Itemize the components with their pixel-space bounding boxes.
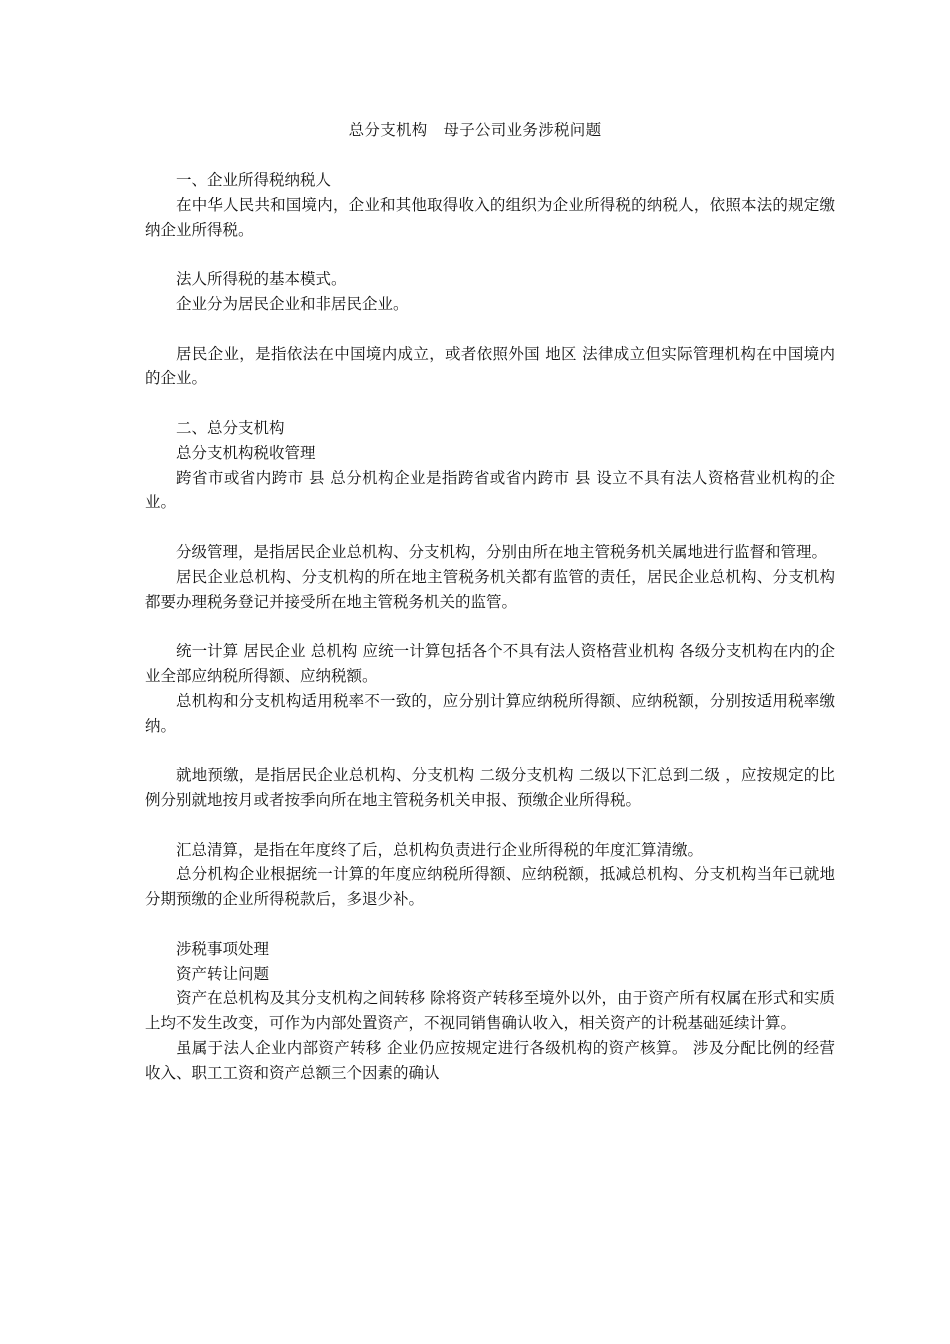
paragraph: 总分机构企业根据统一计算的年度应纳税所得额、应纳税额，抵减总机构、分支机构当年已就地分期预缴的企业所得税款后，多退少补。 (145, 865, 835, 909)
paragraph-spacer (145, 813, 835, 838)
document-body (145, 168, 835, 1085)
paragraph: 居民企业总机构、分支机构的所在地主管税务机关都有监管的责任，居民企业总机构、分支机构都要办理税务登记并接受所在地主管税务机关的监管。 (145, 567, 835, 611)
paragraph: 一、企业所得税纳税人 (176, 171, 332, 189)
paragraph: 在中华人民共和国境内，企业和其他取得收入的组织为企业所得税的纳税人，依照本法的规定缴纳企业所得税。 (145, 195, 835, 239)
paragraph: 就地预缴，是指居民企业总机构、分支机构 二级分支机构 二级以下汇总到二级 ，应按规定的比例分别就地按月或者按季向所在地主管税务机关申报、预缴企业所得税。 (145, 766, 835, 809)
paragraph-spacer (145, 317, 835, 342)
paragraph: 汇总清算，是指在年度终了后，总机构负责进行企业所得税的年度汇算清缴。 (176, 840, 704, 859)
paragraph: 资产在总机构及其分支机构之间转移 除将资产转移至境外以外，由于资产所有权属在形式和实质上均不发生改变，可作为内部处置资产，不视同销售确认收入，相关资产的计税基础延续计算。 (145, 989, 835, 1033)
paragraph: 二、总分支机构 (176, 418, 285, 437)
paragraph-spacer (145, 614, 835, 639)
paragraph: 法人所得税的基本模式。 (176, 270, 347, 289)
paragraph-spacer (145, 738, 835, 763)
paragraph-spacer (145, 515, 835, 540)
paragraph: 企业分为居民企业和非居民企业。 (176, 294, 409, 313)
paragraph-spacer (145, 242, 835, 267)
paragraph: 分级管理，是指居民企业总机构、分支机构，分别由所在地主管税务机关属地进行监督和管理。 (176, 542, 828, 561)
paragraph: 资产转让问题 (176, 964, 270, 983)
document-title: 总分支机构 母子公司业务涉税问题 (348, 121, 602, 139)
paragraph: 总分支机构税收管理 (176, 443, 316, 462)
paragraph-spacer (145, 391, 835, 416)
paragraph: 总机构和分支机构适用税率不一致的，应分别计算应纳税所得额、应纳税额，分别按适用税率缴纳。 (145, 691, 835, 735)
paragraph: 统一计算 居民企业 总机构 应统一计算包括各个不具有法人资格营业机构 各级分支机构在内的企业全部应纳税所得额、应纳税额。 (145, 642, 835, 685)
paragraph-spacer (145, 912, 835, 937)
paragraph: 跨省市或省内跨市 县 总分机构企业是指跨省或省内跨市 县 设立不具有法人资格营业机构的企业。 (145, 468, 835, 512)
paragraph: 涉税事项处理 (176, 939, 270, 958)
paragraph: 居民企业，是指依法在中国境内成立，或者依照外国 地区 法律成立但实际管理机构在中国境内的企业。 (145, 344, 835, 388)
paragraph: 虽属于法人企业内部资产转移 企业仍应按规定进行各级机构的资产核算。 涉及分配比例的经营收入、职工工资和资产总额三个因素的确认 (145, 1038, 835, 1082)
